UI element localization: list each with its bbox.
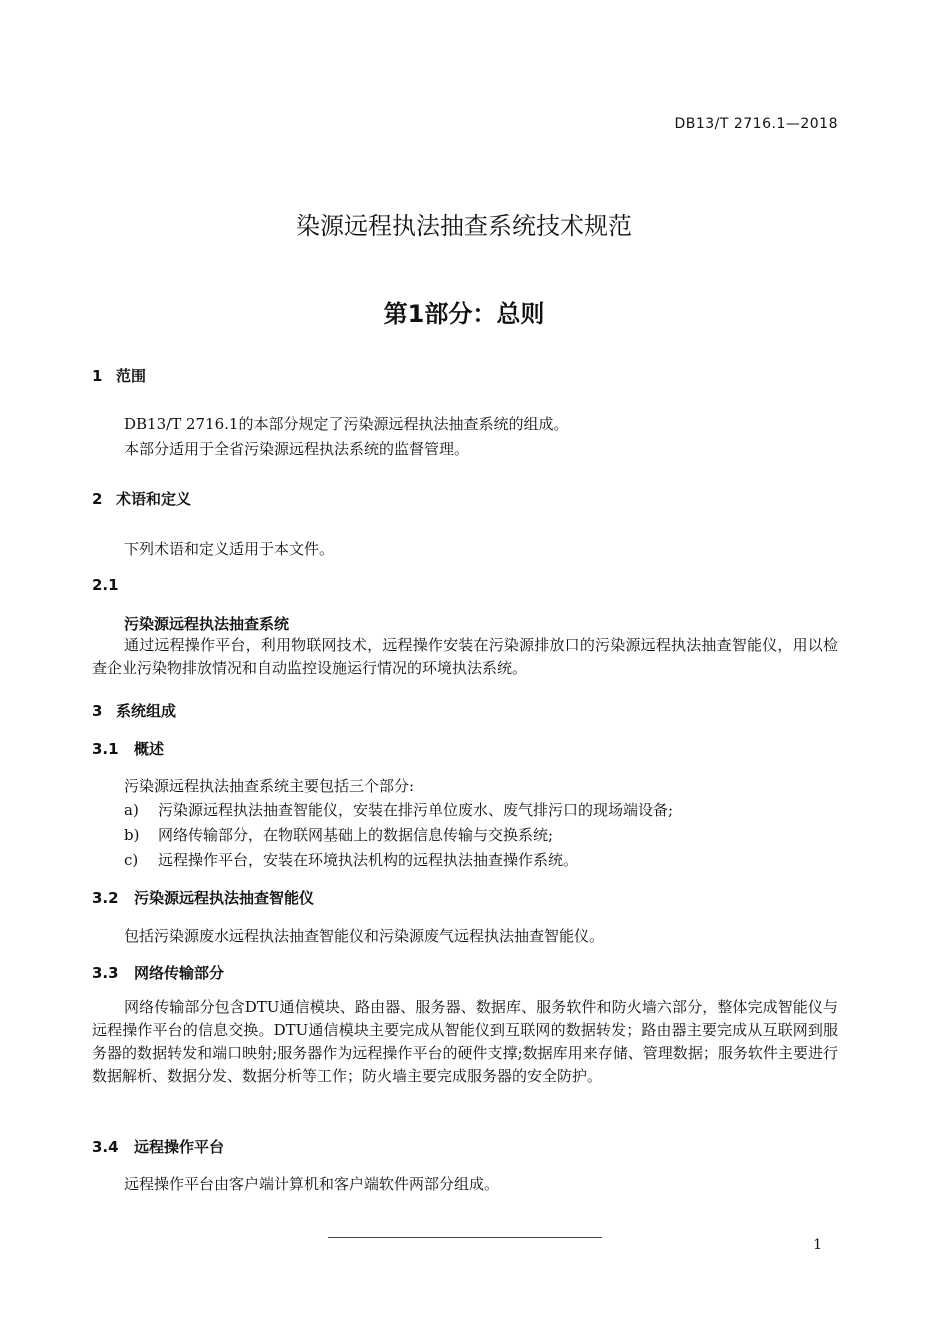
subsection-title: 污染源远程执法抽查智能仪 [134,889,315,907]
section-title: 范围 [116,367,147,385]
list-marker: c) [124,851,139,869]
term-definition: 通过远程操作平台，利用物联网技术，远程操作安装在污染源排放口的污染源远程执法抽查智能仪，用以检查企业污染物排放情况和自动监控设施运行情况的环境执法系统。 [92,636,838,677]
network-paragraph: 网络传输部分包含DTU通信模块、路由器、服务器、数据库、服务软件和防火墙六部分，整体完成智能仪与远程操作平台的信息交换。DTU通信模块主要完成从智能仪到互联网的数据转发；路由器主要完成从互联网到服务器的数据转发和端口映射;服务器作为远程操作平台的硬件支撑;数据库用来存储、管理数据；服务软件主要进行数据解析、数据分发、数据分析等工作；防火墙主要完成服务器的安全防护。 [92,998,838,1085]
overview-intro: 污染源远程执法抽查系统主要包括三个部分: [124,777,415,795]
footer-divider [328,1237,602,1238]
subsection-title: 概述 [134,740,165,758]
list-item-text: 远程操作平台，安装在环境执法机构的远程执法抽查操作系统。 [158,851,579,869]
subsection-title: 网络传输部分 [134,964,225,982]
list-item-text: 网络传输部分，在物联网基础上的数据信息传输与交换系统; [158,826,554,844]
section-3-heading [92,700,176,721]
list-item [124,849,578,870]
scope-paragraph-2: 本部分适用于全省污染源远程执法系统的监督管理。 [124,440,470,458]
document-subtitle: 第1部分：总则 [383,300,545,328]
document-title: 染源远程执法抽查系统技术规范 [296,212,632,240]
subsection-number: 3.3 [92,964,119,982]
list-marker: b) [124,826,140,844]
section-1-heading [92,365,146,386]
subsection-number: 3.4 [92,1138,119,1156]
list-item-text: 污染源远程执法抽查智能仪，安装在排污单位废水、废气排污口的现场端设备; [158,801,674,819]
section-number: 2 [92,490,103,508]
subsection-3-1-heading [92,738,164,759]
smart-instrument-paragraph: 包括污染源废水远程执法抽查智能仪和污染源废气远程执法抽查智能仪。 [124,927,605,945]
list-item [124,799,673,820]
subsection-number: 3.1 [92,740,119,758]
page-number: 1 [813,1237,822,1253]
subsection-3-2-heading [92,887,314,908]
list-item [124,824,553,845]
section-2-heading [92,488,191,509]
section-title: 系统组成 [116,702,177,720]
terms-intro: 下列术语和定义适用于本文件。 [124,540,335,558]
list-marker: a) [124,801,139,819]
term-name: 污染源远程执法抽查系统 [124,615,290,633]
scope-paragraph-1: DB13/T 2716.1的本部分规定了污染源远程执法抽查系统的组成。 [124,415,569,433]
subsection-title: 远程操作平台 [134,1138,225,1156]
section-title: 术语和定义 [116,490,192,508]
section-number: 3 [92,702,103,720]
standard-code: DB13/T 2716.1—2018 [674,116,838,132]
platform-paragraph: 远程操作平台由客户端计算机和客户端软件两部分组成。 [124,1175,500,1193]
subsection-3-4-heading [92,1136,224,1157]
subsection-2-1-number: 2.1 [92,576,119,594]
subsection-3-3-heading [92,962,224,983]
subsection-number: 3.2 [92,889,119,907]
section-number: 1 [92,367,103,385]
